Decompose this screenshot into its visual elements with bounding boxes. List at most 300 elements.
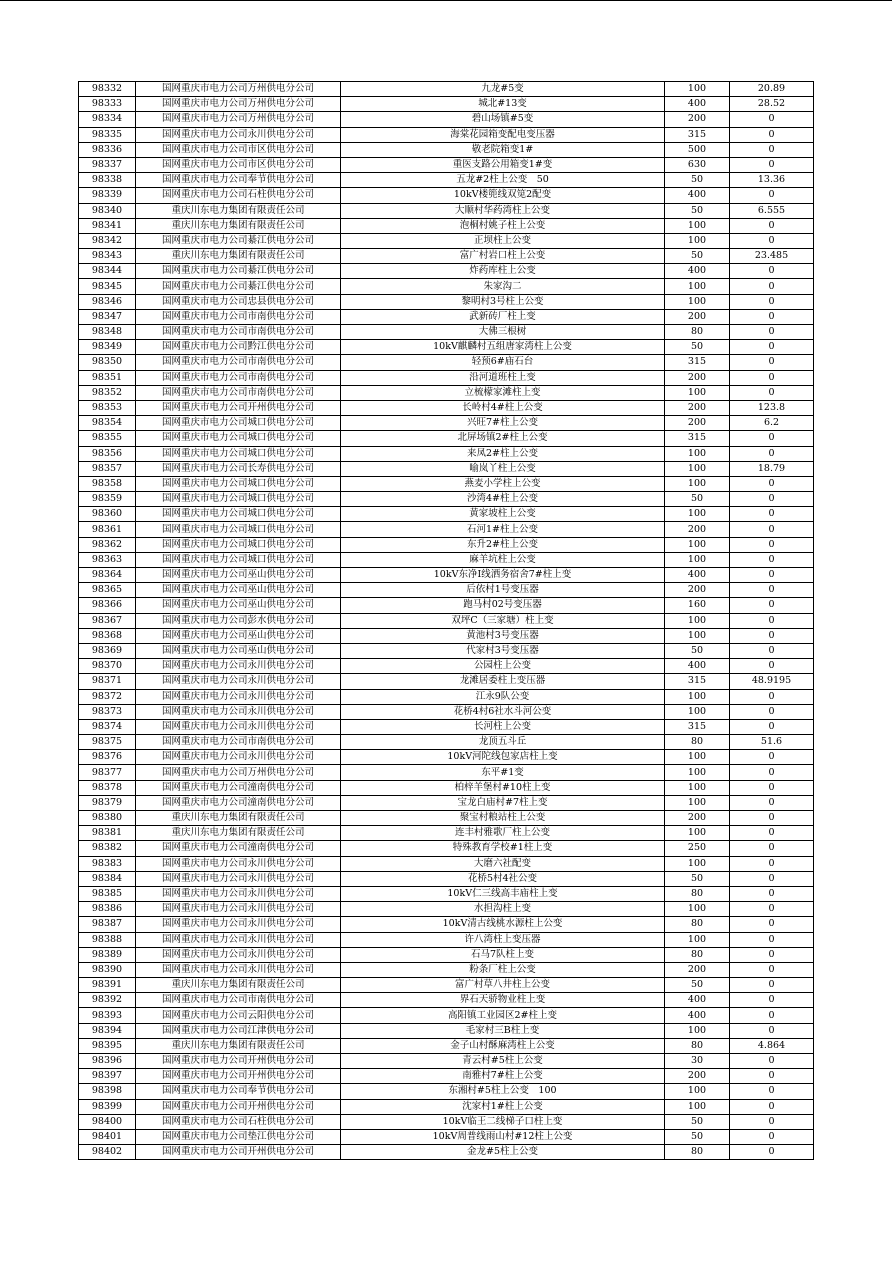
value-cell: 0 — [730, 1084, 814, 1099]
transformer-name-cell: 金子山村酥麻湾柱上公变 — [341, 1038, 665, 1053]
transformer-name-cell: 五龙#2柱上公变 50 — [341, 173, 665, 188]
value-cell: 0 — [730, 1099, 814, 1114]
capacity-cell: 100 — [665, 218, 730, 233]
capacity-cell: 80 — [665, 1038, 730, 1053]
company-cell: 国网重庆市电力公司市南供电分公司 — [136, 735, 341, 750]
capacity-cell: 50 — [665, 1129, 730, 1144]
company-cell: 国网重庆市电力公司城口供电分公司 — [136, 537, 341, 552]
value-cell: 0 — [730, 1008, 814, 1023]
capacity-cell: 400 — [665, 993, 730, 1008]
capacity-cell: 100 — [665, 704, 730, 719]
table-row — [79, 112, 814, 127]
value-cell: 0 — [730, 583, 814, 598]
transformer-name-cell: 北屏场镇2#柱上公变 — [341, 431, 665, 446]
company-cell: 国网重庆市电力公司綦江供电分公司 — [136, 279, 341, 294]
row-id-cell: 98355 — [79, 431, 136, 446]
table-row — [79, 1023, 814, 1038]
company-cell: 国网重庆市电力公司奉节供电分公司 — [136, 173, 341, 188]
capacity-cell: 500 — [665, 142, 730, 157]
capacity-cell: 50 — [665, 1114, 730, 1129]
value-cell: 51.6 — [730, 735, 814, 750]
value-cell: 0 — [730, 294, 814, 309]
capacity-cell: 50 — [665, 203, 730, 218]
value-cell: 0 — [730, 385, 814, 400]
transformer-name-cell: 江永9队公变 — [341, 689, 665, 704]
company-cell: 国网重庆市电力公司市南供电分公司 — [136, 385, 341, 400]
company-cell: 国网重庆市电力公司永川供电分公司 — [136, 689, 341, 704]
value-cell: 0 — [730, 598, 814, 613]
value-cell: 0 — [730, 1069, 814, 1084]
row-id-cell: 98379 — [79, 795, 136, 810]
company-cell: 国网重庆市电力公司城口供电分公司 — [136, 476, 341, 491]
row-id-cell: 98392 — [79, 993, 136, 1008]
capacity-cell: 100 — [665, 902, 730, 917]
row-id-cell: 98382 — [79, 841, 136, 856]
value-cell: 6.2 — [730, 416, 814, 431]
row-id-cell: 98350 — [79, 355, 136, 370]
table-row — [79, 142, 814, 157]
row-id-cell: 98380 — [79, 811, 136, 826]
row-id-cell: 98378 — [79, 780, 136, 795]
company-cell: 国网重庆市电力公司城口供电分公司 — [136, 416, 341, 431]
capacity-cell: 50 — [665, 249, 730, 264]
row-id-cell: 98349 — [79, 340, 136, 355]
transformer-name-cell: 沿河道班柱上变 — [341, 370, 665, 385]
company-cell: 国网重庆市电力公司市南供电分公司 — [136, 325, 341, 340]
value-cell: 0 — [730, 1023, 814, 1038]
row-id-cell: 98345 — [79, 279, 136, 294]
company-cell: 国网重庆市电力公司市南供电分公司 — [136, 309, 341, 324]
value-cell: 0 — [730, 613, 814, 628]
table-row — [79, 993, 814, 1008]
row-id-cell: 98400 — [79, 1114, 136, 1129]
row-id-cell: 98354 — [79, 416, 136, 431]
transformer-name-cell: 石马7队柱上变 — [341, 947, 665, 962]
capacity-cell: 160 — [665, 598, 730, 613]
value-cell: 0 — [730, 1114, 814, 1129]
row-id-cell: 98332 — [79, 82, 136, 97]
company-cell: 国网重庆市电力公司垫江供电分公司 — [136, 1129, 341, 1144]
capacity-cell: 100 — [665, 461, 730, 476]
company-cell: 国网重庆市电力公司永川供电分公司 — [136, 719, 341, 734]
company-cell: 国网重庆市电力公司城口供电分公司 — [136, 522, 341, 537]
company-cell: 重庆川东电力集团有限责任公司 — [136, 203, 341, 218]
capacity-cell: 50 — [665, 173, 730, 188]
row-id-cell: 98396 — [79, 1054, 136, 1069]
row-id-cell: 98338 — [79, 173, 136, 188]
value-cell: 6.555 — [730, 203, 814, 218]
transformer-name-cell: 聚宝村粮站柱上公变 — [341, 811, 665, 826]
transformer-name-cell: 特殊教育学校#1柱上变 — [341, 841, 665, 856]
transformer-name-cell: 大佛三根树 — [341, 325, 665, 340]
transformer-name-cell: 轻预6#庙石台 — [341, 355, 665, 370]
transformer-name-cell: 东升2#柱上公变 — [341, 537, 665, 552]
transformer-name-cell: 立梳檬家滩柱上变 — [341, 385, 665, 400]
table-row — [79, 871, 814, 886]
row-id-cell: 98334 — [79, 112, 136, 127]
row-id-cell: 98372 — [79, 689, 136, 704]
transformer-name-cell: 金龙#5柱上公变 — [341, 1145, 665, 1160]
company-cell: 国网重庆市电力公司永川供电分公司 — [136, 750, 341, 765]
capacity-cell: 100 — [665, 932, 730, 947]
value-cell: 0 — [730, 112, 814, 127]
company-cell: 国网重庆市电力公司开州供电分公司 — [136, 400, 341, 415]
value-cell: 0 — [730, 689, 814, 704]
table-row — [79, 978, 814, 993]
capacity-cell: 80 — [665, 886, 730, 901]
row-id-cell: 98352 — [79, 385, 136, 400]
company-cell: 国网重庆市电力公司市区供电分公司 — [136, 142, 341, 157]
row-id-cell: 98343 — [79, 249, 136, 264]
transformer-name-cell: 界石天骄物业柱上变 — [341, 993, 665, 1008]
value-cell: 0 — [730, 811, 814, 826]
transformer-name-cell: 青云村#5柱上公变 — [341, 1054, 665, 1069]
capacity-cell: 50 — [665, 871, 730, 886]
table-row — [79, 537, 814, 552]
value-cell: 0 — [730, 492, 814, 507]
table-row — [79, 157, 814, 172]
value-cell: 0 — [730, 157, 814, 172]
transformer-name-cell: 南雅村7#柱上公变 — [341, 1069, 665, 1084]
value-cell: 0 — [730, 325, 814, 340]
company-cell: 国网重庆市电力公司永川供电分公司 — [136, 962, 341, 977]
transformer-name-cell: 敬老院箱变1# — [341, 142, 665, 157]
transformer-name-cell: 城北#13变 — [341, 97, 665, 112]
company-cell: 国网重庆市电力公司彭水供电分公司 — [136, 613, 341, 628]
row-id-cell: 98340 — [79, 203, 136, 218]
company-cell: 国网重庆市电力公司开州供电分公司 — [136, 1069, 341, 1084]
table-row — [79, 431, 814, 446]
transformer-name-cell: 许八湾柱上变压器 — [341, 932, 665, 947]
transformer-name-cell: 富广村岩口柱上公变 — [341, 249, 665, 264]
row-id-cell: 98341 — [79, 218, 136, 233]
row-id-cell: 98333 — [79, 97, 136, 112]
company-cell: 重庆川东电力集团有限责任公司 — [136, 218, 341, 233]
capacity-cell: 200 — [665, 370, 730, 385]
table-row — [79, 811, 814, 826]
transformer-name-cell: 粉条厂柱上公变 — [341, 962, 665, 977]
company-cell: 国网重庆市电力公司永川供电分公司 — [136, 947, 341, 962]
company-cell: 国网重庆市电力公司石柱供电分公司 — [136, 188, 341, 203]
row-id-cell: 98402 — [79, 1145, 136, 1160]
capacity-cell: 200 — [665, 522, 730, 537]
row-id-cell: 98386 — [79, 902, 136, 917]
capacity-cell: 630 — [665, 157, 730, 172]
capacity-cell: 200 — [665, 400, 730, 415]
transformer-name-cell: 九龙#5变 — [341, 82, 665, 97]
company-cell: 国网重庆市电力公司永川供电分公司 — [136, 932, 341, 947]
table-row — [79, 856, 814, 871]
transformer-name-cell: 跑马村02号变压器 — [341, 598, 665, 613]
value-cell: 0 — [730, 841, 814, 856]
company-cell: 国网重庆市电力公司巫山供电分公司 — [136, 628, 341, 643]
company-cell: 国网重庆市电力公司永川供电分公司 — [136, 917, 341, 932]
row-id-cell: 98399 — [79, 1099, 136, 1114]
company-cell: 国网重庆市电力公司市南供电分公司 — [136, 993, 341, 1008]
row-id-cell: 98381 — [79, 826, 136, 841]
transformer-name-cell: 柏梓羊堡村#10柱上变 — [341, 780, 665, 795]
company-cell: 重庆川东电力集团有限责任公司 — [136, 811, 341, 826]
value-cell: 0 — [730, 568, 814, 583]
company-cell: 国网重庆市电力公司潼南供电分公司 — [136, 841, 341, 856]
capacity-cell: 200 — [665, 962, 730, 977]
row-id-cell: 98376 — [79, 750, 136, 765]
value-cell: 0 — [730, 1145, 814, 1160]
transformer-name-cell: 喻岚丫柱上公变 — [341, 461, 665, 476]
value-cell: 0 — [730, 795, 814, 810]
page-top-rule — [0, 0, 892, 1]
row-id-cell: 98360 — [79, 507, 136, 522]
row-id-cell: 98375 — [79, 735, 136, 750]
company-cell: 国网重庆市电力公司市区供电分公司 — [136, 157, 341, 172]
value-cell: 0 — [730, 962, 814, 977]
company-cell: 国网重庆市电力公司市南供电分公司 — [136, 355, 341, 370]
table-row — [79, 613, 814, 628]
table-row — [79, 279, 814, 294]
capacity-cell: 80 — [665, 325, 730, 340]
table-row — [79, 750, 814, 765]
value-cell: 0 — [730, 947, 814, 962]
capacity-cell: 100 — [665, 780, 730, 795]
company-cell: 国网重庆市电力公司巫山供电分公司 — [136, 643, 341, 658]
company-cell: 国网重庆市电力公司忠县供电分公司 — [136, 294, 341, 309]
capacity-cell: 50 — [665, 978, 730, 993]
capacity-cell: 200 — [665, 811, 730, 826]
company-cell: 国网重庆市电力公司奉节供电分公司 — [136, 1084, 341, 1099]
row-id-cell: 98363 — [79, 552, 136, 567]
value-cell: 0 — [730, 750, 814, 765]
table-row — [79, 1008, 814, 1023]
row-id-cell: 98391 — [79, 978, 136, 993]
company-cell: 国网重庆市电力公司永川供电分公司 — [136, 902, 341, 917]
transformer-name-cell: 毛家村三B柱上变 — [341, 1023, 665, 1038]
capacity-cell: 400 — [665, 188, 730, 203]
row-id-cell: 98348 — [79, 325, 136, 340]
table-row — [79, 446, 814, 461]
row-id-cell: 98395 — [79, 1038, 136, 1053]
transformer-name-cell: 花桥4村6社水斗河公变 — [341, 704, 665, 719]
transformer-name-cell: 重医支路公用箱变1#变 — [341, 157, 665, 172]
capacity-cell: 200 — [665, 583, 730, 598]
company-cell: 国网重庆市电力公司云阳供电分公司 — [136, 1008, 341, 1023]
transformer-name-cell: 长河柱上公变 — [341, 719, 665, 734]
table-row — [79, 947, 814, 962]
value-cell: 123.8 — [730, 400, 814, 415]
capacity-cell: 400 — [665, 264, 730, 279]
value-cell: 0 — [730, 127, 814, 142]
row-id-cell: 98356 — [79, 446, 136, 461]
company-cell: 国网重庆市电力公司江津供电分公司 — [136, 1023, 341, 1038]
transformer-name-cell: 黄家坡柱上公变 — [341, 507, 665, 522]
row-id-cell: 98344 — [79, 264, 136, 279]
table-row — [79, 370, 814, 385]
transformer-name-cell: 宝龙白庙村#7柱上变 — [341, 795, 665, 810]
table-body — [79, 82, 814, 1160]
capacity-cell: 100 — [665, 613, 730, 628]
value-cell: 0 — [730, 507, 814, 522]
value-cell: 0 — [730, 643, 814, 658]
company-cell: 重庆川东电力集团有限责任公司 — [136, 978, 341, 993]
transformer-name-cell: 武新砖厂柱上变 — [341, 309, 665, 324]
transformer-name-cell: 大顺村华药湾柱上公变 — [341, 203, 665, 218]
capacity-cell: 315 — [665, 431, 730, 446]
value-cell: 0 — [730, 188, 814, 203]
transformer-name-cell: 10kV麒麟村五组唐家湾柱上公变 — [341, 340, 665, 355]
transformer-name-cell: 花桥5村4社公变 — [341, 871, 665, 886]
company-cell: 国网重庆市电力公司开州供电分公司 — [136, 1054, 341, 1069]
table-row — [79, 97, 814, 112]
value-cell: 0 — [730, 902, 814, 917]
row-id-cell: 98388 — [79, 932, 136, 947]
value-cell: 0 — [730, 142, 814, 157]
capacity-cell: 100 — [665, 1023, 730, 1038]
row-id-cell: 98365 — [79, 583, 136, 598]
company-cell: 国网重庆市电力公司巫山供电分公司 — [136, 598, 341, 613]
transformer-name-cell: 沙湾4#柱上公变 — [341, 492, 665, 507]
company-cell: 国网重庆市电力公司永川供电分公司 — [136, 674, 341, 689]
capacity-cell: 100 — [665, 750, 730, 765]
transformer-name-cell: 代家村3号变压器 — [341, 643, 665, 658]
value-cell: 0 — [730, 856, 814, 871]
row-id-cell: 98401 — [79, 1129, 136, 1144]
transformer-name-cell: 燕麦小学柱上公变 — [341, 476, 665, 491]
capacity-cell: 315 — [665, 719, 730, 734]
value-cell: 0 — [730, 340, 814, 355]
table-row — [79, 1099, 814, 1114]
value-cell: 23.485 — [730, 249, 814, 264]
row-id-cell: 98359 — [79, 492, 136, 507]
value-cell: 0 — [730, 1054, 814, 1069]
table-row — [79, 1129, 814, 1144]
row-id-cell: 98339 — [79, 188, 136, 203]
transformer-name-cell: 10kV临王二线梯子口柱上变 — [341, 1114, 665, 1129]
value-cell: 0 — [730, 886, 814, 901]
row-id-cell: 98373 — [79, 704, 136, 719]
table-row — [79, 492, 814, 507]
value-cell: 0 — [730, 978, 814, 993]
capacity-cell: 100 — [665, 689, 730, 704]
table-row — [79, 552, 814, 567]
table-row — [79, 765, 814, 780]
table-row — [79, 1038, 814, 1053]
company-cell: 国网重庆市电力公司万州供电分公司 — [136, 82, 341, 97]
value-cell: 18.79 — [730, 461, 814, 476]
value-cell: 0 — [730, 871, 814, 886]
value-cell: 0 — [730, 279, 814, 294]
capacity-cell: 100 — [665, 826, 730, 841]
row-id-cell: 98398 — [79, 1084, 136, 1099]
row-id-cell: 98377 — [79, 765, 136, 780]
capacity-cell: 80 — [665, 1145, 730, 1160]
value-cell: 0 — [730, 431, 814, 446]
capacity-cell: 100 — [665, 294, 730, 309]
value-cell: 0 — [730, 476, 814, 491]
row-id-cell: 98366 — [79, 598, 136, 613]
capacity-cell: 100 — [665, 765, 730, 780]
table-row — [79, 780, 814, 795]
table-row — [79, 735, 814, 750]
company-cell: 国网重庆市电力公司永川供电分公司 — [136, 659, 341, 674]
capacity-cell: 80 — [665, 917, 730, 932]
capacity-cell: 200 — [665, 416, 730, 431]
value-cell: 0 — [730, 537, 814, 552]
company-cell: 国网重庆市电力公司城口供电分公司 — [136, 446, 341, 461]
value-cell: 0 — [730, 446, 814, 461]
company-cell: 国网重庆市电力公司綦江供电分公司 — [136, 233, 341, 248]
value-cell: 0 — [730, 552, 814, 567]
company-cell: 国网重庆市电力公司城口供电分公司 — [136, 552, 341, 567]
table-row — [79, 188, 814, 203]
table-row — [79, 826, 814, 841]
value-cell: 0 — [730, 917, 814, 932]
transformer-name-cell: 麻羊坑柱上公变 — [341, 552, 665, 567]
company-cell: 国网重庆市电力公司万州供电分公司 — [136, 765, 341, 780]
row-id-cell: 98336 — [79, 142, 136, 157]
table-row — [79, 1145, 814, 1160]
row-id-cell: 98346 — [79, 294, 136, 309]
value-cell: 0 — [730, 659, 814, 674]
transformer-name-cell: 10kV河陀线包家店柱上变 — [341, 750, 665, 765]
row-id-cell: 98389 — [79, 947, 136, 962]
company-cell: 国网重庆市电力公司潼南供电分公司 — [136, 780, 341, 795]
transformer-name-cell: 来凤2#柱上公变 — [341, 446, 665, 461]
company-cell: 国网重庆市电力公司巫山供电分公司 — [136, 568, 341, 583]
transformer-name-cell: 海棠花园箱变配电变压器 — [341, 127, 665, 142]
table-row — [79, 1084, 814, 1099]
table-row — [79, 674, 814, 689]
table-row — [79, 309, 814, 324]
table-row — [79, 568, 814, 583]
row-id-cell: 98357 — [79, 461, 136, 476]
value-cell: 0 — [730, 932, 814, 947]
row-id-cell: 98362 — [79, 537, 136, 552]
table-row — [79, 659, 814, 674]
capacity-cell: 315 — [665, 674, 730, 689]
table-row — [79, 203, 814, 218]
table-row — [79, 218, 814, 233]
company-cell: 国网重庆市电力公司城口供电分公司 — [136, 492, 341, 507]
capacity-cell: 400 — [665, 1008, 730, 1023]
value-cell: 0 — [730, 370, 814, 385]
row-id-cell: 98351 — [79, 370, 136, 385]
transformer-name-cell: 长岭村4#柱上公变 — [341, 400, 665, 415]
capacity-cell: 315 — [665, 355, 730, 370]
capacity-cell: 250 — [665, 841, 730, 856]
capacity-cell: 100 — [665, 1099, 730, 1114]
table-row — [79, 82, 814, 97]
capacity-cell: 100 — [665, 233, 730, 248]
value-cell: 0 — [730, 1129, 814, 1144]
value-cell: 20.89 — [730, 82, 814, 97]
table-row — [79, 476, 814, 491]
transformer-name-cell: 朱家沟二 — [341, 279, 665, 294]
capacity-cell: 400 — [665, 568, 730, 583]
transformer-name-cell: 连丰村雅歌厂柱上公变 — [341, 826, 665, 841]
table-row — [79, 127, 814, 142]
row-id-cell: 98335 — [79, 127, 136, 142]
value-cell: 0 — [730, 765, 814, 780]
company-cell: 国网重庆市电力公司永川供电分公司 — [136, 871, 341, 886]
value-cell: 13.36 — [730, 173, 814, 188]
capacity-cell: 100 — [665, 628, 730, 643]
table-row — [79, 355, 814, 370]
table-row — [79, 628, 814, 643]
row-id-cell: 98385 — [79, 886, 136, 901]
transformer-name-cell: 石河1#柱上公变 — [341, 522, 665, 537]
table-row — [79, 932, 814, 947]
company-cell: 国网重庆市电力公司开州供电分公司 — [136, 1145, 341, 1160]
row-id-cell: 98337 — [79, 157, 136, 172]
